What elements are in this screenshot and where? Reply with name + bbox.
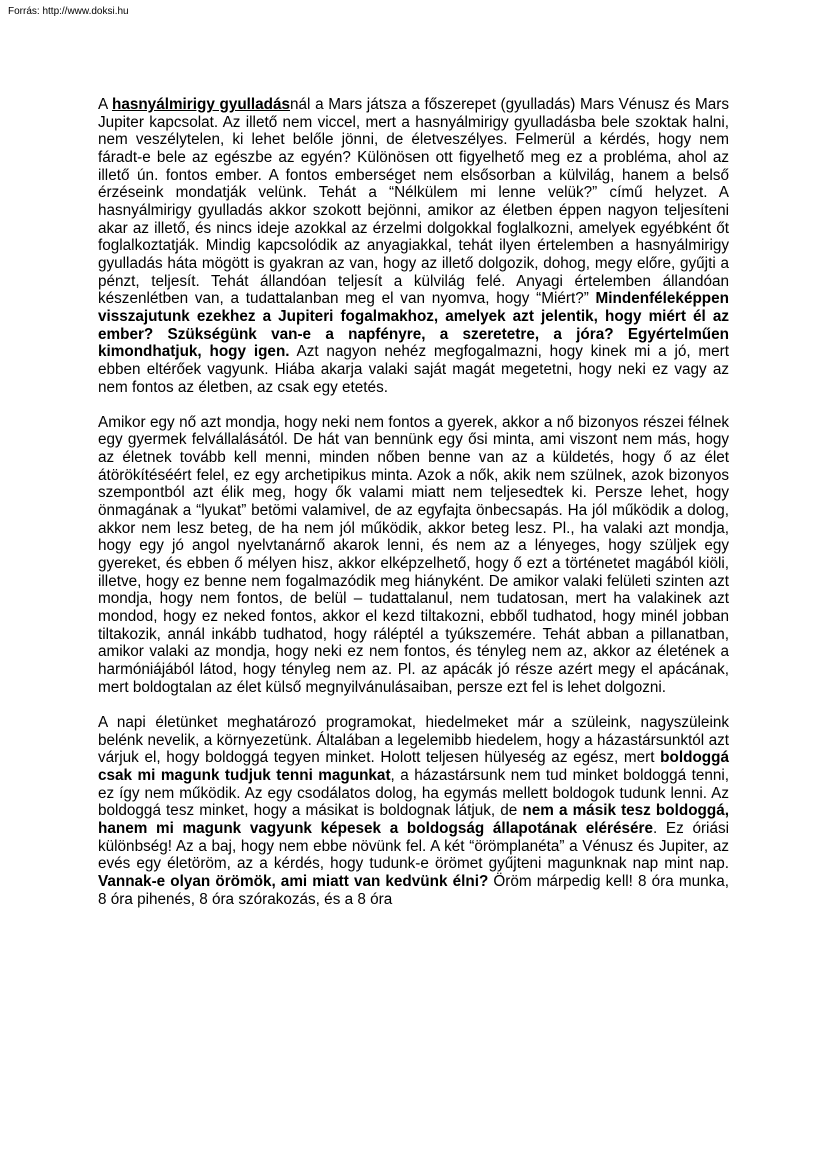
bold-run: nem a másik tesz boldoggá, hanem mi magunk vagyunk képesek a boldogság állapotának elérésére [98,802,730,837]
paragraph-children [98,414,729,697]
text-run: . Ez óriási különbség! Az a baj, hogy nem ebbe növünk fel. A két “örömplanéta” a Vénusz és Jupiter, az evés egy életöröm, az a kérdés, hogy tudunk-e örömet gyűjteni magunknak nap mint nap. [98,819,730,873]
text-run: , a házastársunk nem tud minket boldoggá tenni, ez így nem működik. Az egy csodálatos dolog, ha egymás mellett boldogok tudunk lenni. Az boldoggá tesz minket, hogy a másikat is boldognak látjuk, de [98,766,730,820]
text-run: Amikor egy nő azt mondja, hogy neki nem fontos a gyerek, akkor a nő bizonyos részei félnek egy gyermek felvállalásától. De hát van bennünk egy ősi minta, ami viszont nem más, hogy az életnek tovább kell menni, minden nőben benne van az a küldetés, hogy ő az élet átörökítéséért felel, ez egy archetipikus minta. Azok a nők, akik nem szülnek, azok bizonyos szempontból azt élik meg, hogy ők valami miatt nem teljesedtek ki. Persze lehet, hogy önmagának a “lyukat” betömi valamivel, de az egyfajta önbecsapás. Ha jól működik a dolog, akkor nem lesz beteg, de ha nem jól működik, akkor beteg lesz. Pl., ha valaki azt mondja, hogy egy jó angol nyelvtanárnő akarok lenni, és nem az a lényeges, hogy szüljek egy gyereket, és ebben ő mélyen hisz, akkor elképzelhető, hogy ő ezt a történetet magából kiöli, illetve, hogy ez benne nem fogalmazódik meg hiányként. De amikor valaki felületi szinten azt mondja, hogy nem fontos, de belül – tudattalanul, nem tudatosan, mert ha valakinek azt mondod, hogy ez neked fontos, akkor el kezd tiltakozni, ebből tudhatod, hogy minél jobban tiltakozik, annál inkább tudhatod, hogy ráléptél a tyúkszemére. Tehát abban a pillanatban, amikor valaki az mondja, hogy neki ez nem fontos, és tényleg nem az, akkor az életének a harmóniájából látod, hogy tényleg nem az. Pl. az apácák jó része azért megy el apácának, mert boldogtalan az élet külső megnyilvánulásaiban, persze ezt fel is lehet dolgozni. [98,413,729,696]
emphasized-term: hasnyálmirigy gyulladás [111,96,291,113]
text-run: nál a Mars játsza a főszerepet (gyulladás) Mars Vénusz és Mars Jupiter kapcsolat. Az illető nem viccel, mert a hasnyálmirigy gyulladásba bele szoktak halni, nem veszélytelen, ki lehet belőle jönni, de életveszélyes. Felmerül a kérdés, hogy nem fáradt-e bele az egészbe az egyén? Különösen ott figyelhető meg ez a probléma, ahol az illető ún. fontos ember. A fontos emberséget nem elsősorban a külvilág, hanem a belső érzéseink mondatják velünk. Tehát a “Nélkülem mi lenne velük?” című helyzet. A hasnyálmirigy gyulladás akkor szokott bejönni, amikor az életben éppen nagyon teljesíteni akar az illető, és nincs ideje azokkal az érzelmi dolgokkal foglalkozni, amelyek egyébként őt foglalkoztatják. Mindig kapcsolódik az anyagiakkal, tehát ilyen értelemben a hasnyálmirigy gyulladás háta mögött is gyakran az van, hogy az illető dolgozik, dohog, megy előre, gyűjti a pénzt, teljesít. Tehát állandóan teljesít a külvilág felé. Anyagi értelemben állandóan készenlétben van, a tudattalanban meg el van nyomva, hogy “Miért?” [98,96,730,308]
document-body [98,96,729,926]
paragraph-pancreatitis [98,96,729,396]
bold-run: boldoggá csak mi magunk tudjuk tenni magunkat [98,749,729,784]
paragraph-happiness [98,714,729,908]
text-run: A [98,96,112,113]
bold-run: Mindenféleképpen visszajutunk ezekhez a Jupiteri fogalmakhoz, amelyek azt jelentik, hogy miért él az ember? Szükségünk van-e a napfényre, a szeretetre, a jóra? Egyértelműen kimondhatjuk, hogy igen. [98,290,729,361]
text-run: Öröm márpedig kell! 8 óra munka, 8 óra pihenés, 8 óra szórakozás, és a 8 óra [98,872,729,908]
text-run: A napi életünket meghatározó programokat, hiedelmeket már a szüleink, nagyszüleink belénk nevelik, a környezetünk. Általában a legelemibb hiedelem, hogy a házastársunktól azt várjuk el, hogy boldoggá tegyen minket. Holott teljesen hülyeség az egész, mert [98,713,729,767]
bold-underlined-run [112,96,290,113]
bold-run: Vannak-e olyan örömök, ami miatt van kedvünk élni? [98,872,489,890]
source-url-header: Forrás: http://www.doksi.hu [8,6,129,17]
text-run: Azt nagyon nehéz megfogalmazni, hogy kinek mi a jó, mert ebben eltérőek vagyunk. Hiába akarja valaki saját magát megetetni, hogy neki ez vagy az nem fontos az életben, az csak egy etetés. [98,343,730,396]
